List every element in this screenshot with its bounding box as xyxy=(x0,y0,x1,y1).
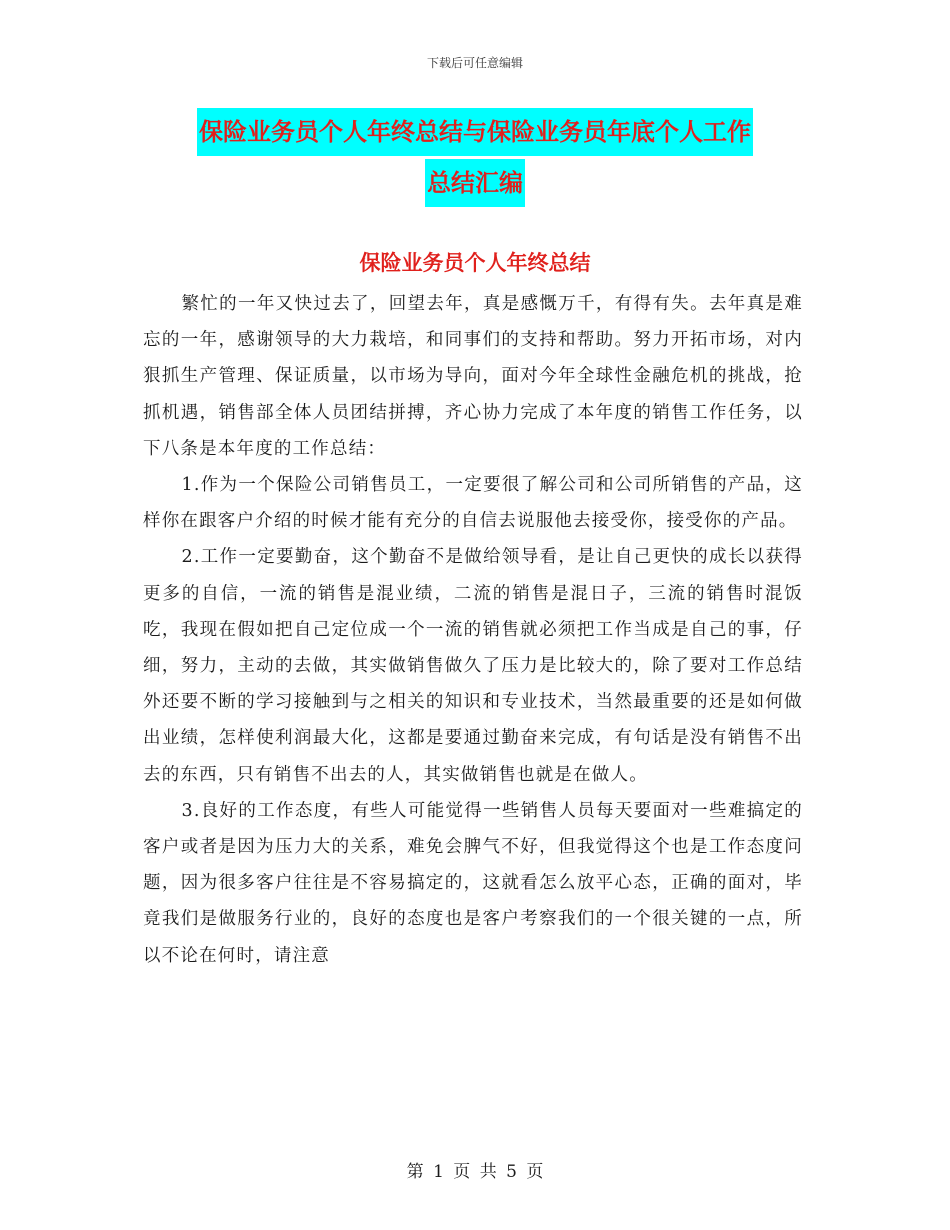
document-title xyxy=(0,108,950,210)
paragraph-item-2: 2.工作一定要勤奋，这个勤奋不是做给领导看，是让自己更快的成长以获得更多的自信，一流的销售是混业绩，二流的销售是混日子，三流的销售时混饭吃，我现在假如把自己定位成一个一流的销售就必须把工作当成是自己的事，仔细，努力，主动的去做，其实做销售做久了压力是比较大的，除了要对工作总结外还要不断的学习接触到与之相关的知识和专业技术，当然最重要的还是如何做出业绩，怎样使利润最大化，这都是要通过勤奋来完成，有句话是没有销售不出去的东西，只有销售不出去的人，其实做销售也就是在做人。 xyxy=(143,547,803,785)
page-footer: 第 1 页 共 5 页 xyxy=(406,1162,544,1182)
document-title-line-1: 保险业务员个人年终总结与保险业务员年底个人工作 xyxy=(197,108,753,156)
paragraph-item-1: 1.作为一个保险公司销售员工，一定要很了解公司和公司所销售的产品，这样你在跟客户介绍的时候才能有充分的自信去说服他去接受你，接受你的产品。 xyxy=(143,475,803,532)
document-body xyxy=(143,286,803,974)
document-title-line-2: 总结汇编 xyxy=(425,159,525,207)
section-title: 保险业务员个人年终总结 xyxy=(359,251,591,275)
paragraph-item-3: 3.良好的工作态度，有些人可能觉得一些销售人员每天要面对一些难搞定的客户或者是因为压力大的关系，难免会脾气不好，但我觉得这个也是工作态度问题，因为很多客户往往是不容易搞定的，这就看怎么放平心态，正确的面对，毕竟我们是做服务行业的，良好的态度也是客户考察我们的一个很关键的一点，所以不论在何时，请注意 xyxy=(143,800,803,966)
header-note: 下载后可任意编辑 xyxy=(426,56,523,70)
paragraph-intro: 繁忙的一年又快过去了，回望去年，真是感慨万千，有得有失。去年真是难忘的一年，感谢领导的大力栽培，和同事们的支持和帮助。努力开拓市场，对内狠抓生产管理、保证质量，以市场为导向，面对今年全球性金融危机的挑战，抢抓机遇，销售部全体人员团结拼搏，齐心协力完成了本年度的销售工作任务，以下八条是本年度的工作总结： xyxy=(143,294,803,459)
